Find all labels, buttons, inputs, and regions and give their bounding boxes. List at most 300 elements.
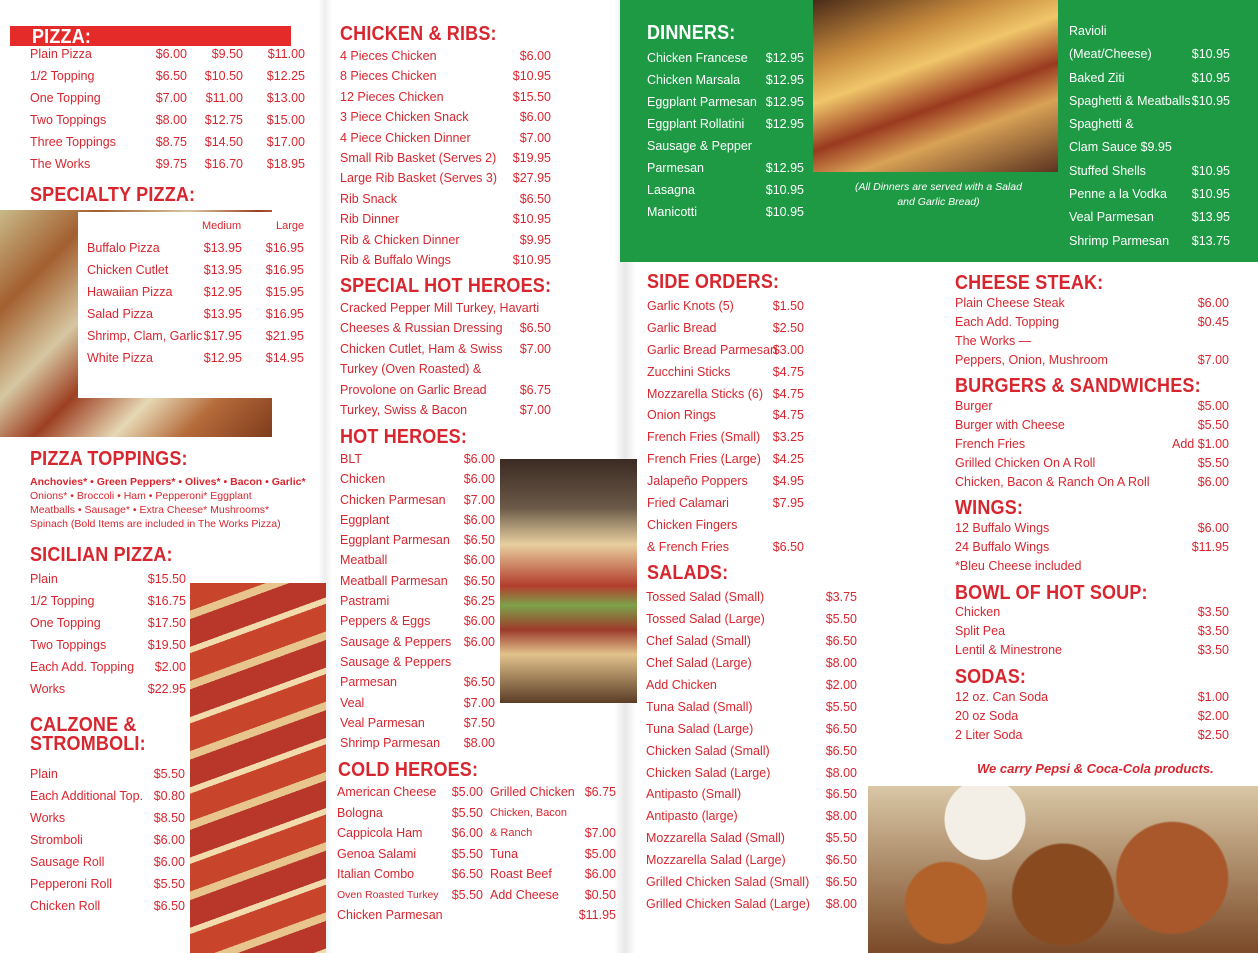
item-price: $6.50 [463,533,495,548]
menu-row [30,656,190,678]
item-name: Eggplant Rollatini [647,117,745,131]
dinners-note-line-1: (All Dinners are served with a Salad [855,181,1022,193]
menu-row [490,864,618,885]
menu-row [647,135,807,157]
hot-heroes-list [340,449,497,753]
item-price: $6.00 [584,867,616,881]
cheese-steak-list [955,294,1231,370]
menu-row [490,782,618,803]
item-price: $2.00 [154,660,186,674]
item-price: $16.95 [265,263,304,277]
item-price: $19.95 [512,150,551,165]
toppings-title: PIZZA TOPPINGS: [30,448,188,470]
menu-row [30,678,190,700]
menu-row [647,537,807,559]
item-price: $11.00 [267,47,305,61]
item-price: $4.75 [772,408,804,423]
menu-row [340,168,555,188]
item-name: Ravioli [1069,24,1107,38]
item-name: Garlic Bread [647,320,717,335]
item-price: $0.80 [153,789,185,803]
item-price: $12.95 [765,161,804,175]
item-name: & Ranch [490,827,533,839]
menu-row [647,405,807,427]
item-price: $14.50 [204,135,243,149]
menu-row [1069,206,1234,229]
menu-row [955,416,1231,435]
menu-row [87,237,317,259]
item-price: $17.95 [203,329,242,343]
item-name: Lasagna [647,183,695,197]
item-price: $2.00 [825,677,857,692]
menu-row [490,844,618,865]
item-name: Tossed Salad (Large) [646,611,765,626]
item-name: Genoa Salami [337,846,417,861]
menu-row [955,294,1231,313]
salads-list [646,587,860,916]
menu-row [646,609,860,631]
item-name: Rib & Chicken Dinner [340,232,460,247]
dinners-note [826,180,1051,210]
item-name: Tuna Salad (Small) [646,699,753,714]
item-price: $19.50 [147,638,186,652]
item-price: $6.00 [463,614,495,629]
item-price: $2.00 [1197,709,1229,723]
item-price: $7.95 [772,496,804,511]
item-name: Add Chicken [646,677,717,692]
menu-row [647,113,807,135]
item-price: $17.50 [147,616,186,630]
item-price: $15.50 [147,572,186,586]
item-price: $1.00 [1197,690,1229,704]
item-name: 4 Piece Chicken Dinner [340,130,471,145]
wings-photo [868,786,1258,953]
item-price: $6.25 [463,594,495,609]
menu-row [337,844,485,865]
menu-row [340,339,555,359]
item-name: Tuna [490,846,519,861]
item-name: Works [30,682,66,696]
item-name: Chef Salad (Large) [646,655,752,670]
menu-row [647,179,807,201]
menu-row [955,641,1231,660]
menu-row [30,590,190,612]
menu-row [646,872,860,894]
sandwich-photo [500,459,637,703]
item-name: 1/2 Topping [30,594,95,608]
item-name: Mozzarella Salad (Small) [646,831,785,846]
item-name: 24 Buffalo Wings [955,540,1050,554]
item-price: $8.75 [155,135,187,149]
menu-row [340,632,497,652]
menu-row [87,259,317,281]
item-price: $21.95 [265,329,304,343]
specialty-list [87,237,317,369]
menu-row [1069,160,1234,183]
item-name: 12 Pieces Chicken [340,89,444,104]
item-price: $5.50 [1197,418,1229,432]
item-name: Plain Pizza [30,47,92,61]
item-price: $6.00 [153,833,185,847]
item-price: $7.50 [463,715,495,730]
menu-row [340,128,555,148]
menu-row [340,148,555,168]
item-price: $5.50 [153,877,185,891]
item-name: Zucchini Sticks [647,364,731,379]
item-name: Chicken Marsala [647,73,741,87]
menu-row [1069,67,1234,90]
item-name: Add Cheese [490,887,559,902]
menu-row [647,384,807,406]
item-name: Chicken Salad (Small) [646,743,770,758]
specialty-title: SPECIALTY PIZZA: [30,184,196,206]
item-price: $5.00 [451,785,483,799]
item-price: $3.50 [1197,643,1229,657]
menu-row [337,885,485,906]
menu-row [646,653,860,675]
item-price: $6.00 [463,634,495,649]
item-name: The Works — [955,334,1032,348]
dinners-right-list [1069,20,1234,253]
item-price: $6.00 [463,472,495,487]
menu-row [647,318,807,340]
item-price: $6.50 [463,573,495,588]
menu-row [647,449,807,471]
menu-row [30,153,320,175]
item-price: $6.00 [463,553,495,568]
item-name: Chicken Cutlet [87,263,169,277]
menu-row [337,823,485,844]
item-price: $1.50 [772,299,804,313]
item-price: $6.00 [155,47,187,61]
menu-row [340,550,497,570]
item-name: Turkey, Swiss & Bacon [340,402,468,417]
menu-row [87,325,317,347]
menu-row [647,47,807,69]
item-price: $6.00 [519,110,551,125]
item-name: Peppers, Onion, Mushroom [955,353,1108,367]
item-name: Italian Combo [337,867,415,881]
menu-row [955,557,1231,576]
item-name: Grilled Chicken On A Roll [955,456,1096,470]
menu-row [340,530,497,550]
menu-row [646,697,860,719]
item-name: Garlic Knots (5) [647,299,734,313]
item-price: $12.95 [765,117,804,131]
item-name: Cappicola Ham [337,826,423,840]
item-price: $12.25 [266,69,305,83]
menu-row [337,864,485,885]
item-name: Onion Rings [647,408,716,423]
sides-list [647,296,807,559]
menu-row [646,806,860,828]
item-name: Split Pea [955,624,1006,638]
menu-row [955,726,1231,745]
item-price: $3.50 [1197,605,1229,619]
item-price: $9.95 [519,232,551,247]
item-price: $8.00 [825,897,857,912]
menu-row [340,107,555,127]
item-name: Chicken [955,605,1001,619]
item-name: *Bleu Cheese included [955,559,1082,573]
item-name: Pepperoni Roll [30,877,112,891]
item-name: 1/2 Topping [30,69,95,83]
item-price: $6.00 [153,855,185,869]
item-name: One Topping [30,616,101,630]
item-price: $13.95 [203,307,242,321]
item-price: $6.50 [825,787,857,802]
item-price: $4.95 [772,474,804,489]
sicilian-photo [190,583,326,953]
item-price: $8.00 [463,736,495,751]
menu-row [1069,90,1234,113]
menu-row [955,332,1231,351]
item-price: $10.95 [1191,187,1230,202]
menu-row [340,298,555,318]
item-price: $8.00 [155,113,187,127]
item-name: Sausage & Peppers [340,654,452,669]
item-name: Each Additional Top. [30,789,144,803]
menu-row [340,693,497,713]
item-price: $10.50 [204,69,243,83]
item-price: $16.95 [265,241,304,255]
item-price: $6.50 [519,321,551,336]
item-name: Roast Beef [490,867,552,881]
menu-row [340,250,555,270]
menu-row [30,763,190,785]
item-name: Shrimp Parmesan [340,736,441,751]
item-price: $16.70 [204,157,243,171]
menu-row [646,675,860,697]
item-name: Chicken Francese [647,51,748,65]
item-name: Sausage Roll [30,855,105,869]
item-name: Fried Calamari [647,496,729,511]
item-price: $7.00 [584,826,616,840]
menu-row [340,449,497,469]
item-name: Oven Roasted Turkey [337,888,439,901]
item-name: Meatball [340,553,388,568]
item-name: Veal Parmesan [1069,210,1154,225]
item-name: Stromboli [30,833,83,847]
menu-row [1069,113,1234,136]
menu-row [340,510,497,530]
item-price: $15.00 [266,113,305,127]
item-name: French Fries (Small) [647,430,761,445]
menu-row [646,850,860,872]
item-price: $6.00 [519,49,551,63]
item-name: Chicken Salad (Large) [646,765,771,780]
menu-row [340,713,497,733]
item-name: 8 Pieces Chicken [340,69,437,84]
item-price: $14.95 [265,351,304,365]
toppings-line-1: Anchovies* • Green Peppers* • Olives* • Bacon • Garlic* [30,476,306,488]
menu-row [340,189,555,209]
item-name: Chicken Parmesan [340,492,446,507]
item-price: $5.50 [1197,456,1229,470]
calzone-title-2: STROMBOLI: [30,733,146,755]
item-name: Mozzarella Salad (Large) [646,853,786,868]
menu-row [87,347,317,369]
item-name: Rib & Buffalo Wings [340,252,451,267]
item-price: $8.00 [825,809,857,824]
menu-row [955,707,1231,726]
item-name: Salad Pizza [87,307,154,321]
item-name: 3 Piece Chicken Snack [340,110,469,125]
item-name: Manicotti [647,205,698,219]
menu-row [490,905,618,926]
menu-row [955,473,1231,492]
item-name: Plain [30,767,58,781]
item-price: $5.50 [825,831,857,846]
menu-row [646,784,860,806]
item-price: $0.50 [584,887,616,902]
item-name: Two Toppings [30,638,107,652]
menu-row [955,435,1231,454]
toppings-line-3: Meatballs • Sausage* • Extra Cheese* Mushrooms* [30,504,270,516]
item-name: Lentil & Minestrone [955,643,1063,657]
item-name: Burger with Cheese [955,418,1065,432]
item-price: $6.50 [463,675,495,690]
menu-row [340,733,497,753]
toppings-line-2: Onions* • Broccoli • Ham • Pepperoni* Eggplant [30,490,252,502]
item-name: Chicken Parmesan [337,908,443,922]
item-price: $8.00 [825,655,857,670]
item-name: Grilled Chicken Salad (Large) [646,897,810,912]
menu-row [30,87,320,109]
item-name: Cheeses & Russian Dressing [340,321,503,336]
menu-row [337,782,485,803]
menu-row [1069,43,1234,66]
menu-row [340,230,555,250]
item-name: Eggplant Parmesan [340,533,450,548]
item-price: $6.00 [463,512,495,527]
menu-row [337,803,485,824]
item-name: Veal [340,695,365,710]
item-name: Parmesan [340,675,397,690]
item-price: $10.95 [765,183,804,197]
toppings-text [30,475,310,531]
menu-row [647,157,807,179]
item-price: $7.00 [463,695,495,710]
menu-row [30,131,320,153]
burgers-list [955,397,1231,492]
item-name: Baked Ziti [1069,70,1125,85]
item-price: $7.00 [519,130,551,145]
item-name: Shrimp, Clam, Garlic [87,329,203,343]
item-name: Jalapeño Poppers [647,474,748,489]
item-name: Buffalo Pizza [87,241,160,255]
item-name: Stuffed Shells [1069,163,1146,178]
menu-row [646,587,860,609]
item-price: $13.95 [203,241,242,255]
item-name: Chef Salad (Small) [646,633,751,648]
item-price: Add $1.00 [1172,437,1229,451]
item-price: $9.75 [155,157,187,171]
menu-row [647,493,807,515]
item-price: $5.50 [153,767,185,781]
burgers-title: BURGERS & SANDWICHES: [955,375,1201,397]
item-price: $13.95 [1191,210,1230,225]
item-price: $6.75 [519,382,551,397]
menu-row [1069,230,1234,253]
soup-title: BOWL OF HOT SOUP: [955,582,1148,604]
menu-row [30,785,190,807]
hot-heroes-title: HOT HEROES: [340,426,467,448]
item-name: Penne a la Vodka [1069,187,1167,202]
menu-row [955,688,1231,707]
item-name: Chicken Cutlet, Ham & Swiss [340,341,503,356]
menu-row [647,201,807,223]
lasagna-photo [813,0,1058,172]
item-name: 20 oz Soda [955,709,1019,723]
sicilian-list [30,568,190,700]
menu-row [490,823,618,844]
item-price: $11.95 [1191,540,1229,554]
cold-heroes-right [490,782,618,926]
item-name: Bologna [337,805,383,820]
item-name: BLT [340,452,362,466]
dinners-list [647,47,807,223]
item-name: Chicken Roll [30,899,101,913]
item-name: Works [30,811,66,825]
item-name: French Fries (Large) [647,452,761,467]
specialty-col-medium: Medium [202,220,242,232]
item-name: Plain [30,572,58,586]
item-price: $10.95 [1191,70,1230,85]
item-price: $3.00 [772,342,804,357]
menu-row [955,603,1231,622]
menu-row [340,318,555,338]
item-name: Large Rib Basket (Serves 3) [340,171,498,186]
menu-row [340,46,555,66]
menu-row [490,885,618,906]
item-price: $6.50 [451,867,483,881]
menu-row [30,873,190,895]
item-price: $6.50 [825,875,857,890]
item-price: $13.95 [203,263,242,277]
item-name: Rib Dinner [340,212,400,227]
item-price: $7.00 [463,492,495,507]
item-price: $4.25 [772,452,804,467]
chicken-title: CHICKEN & RIBS: [340,23,497,45]
menu-row [647,471,807,493]
menu-row [30,851,190,873]
item-price: $7.00 [155,91,187,105]
sides-title: SIDE ORDERS: [647,271,780,293]
item-price: $6.50 [155,69,187,83]
item-name: 2 Liter Soda [955,728,1023,742]
item-name: 12 Buffalo Wings [955,521,1050,535]
item-name: Rib Snack [340,191,397,206]
menu-row [955,454,1231,473]
menu-row [647,515,807,537]
item-name: Cracked Pepper Mill Turkey, Havarti [340,301,540,315]
item-price: $3.50 [1197,624,1229,638]
menu-row [30,43,320,65]
chicken-list [340,46,555,270]
item-name: Parmesan [647,161,704,175]
dinners-title: DINNERS: [647,22,736,44]
item-price: $17.00 [266,135,305,149]
item-price: $18.95 [266,157,305,171]
calzone-title-1: CALZONE & [30,714,137,736]
item-price: $6.50 [825,743,857,758]
item-name: Grilled Chicken [490,785,575,799]
item-price: $7.00 [1197,353,1229,367]
soup-list [955,603,1231,660]
menu-row [955,519,1231,538]
item-name: Chicken, Bacon [490,806,568,819]
